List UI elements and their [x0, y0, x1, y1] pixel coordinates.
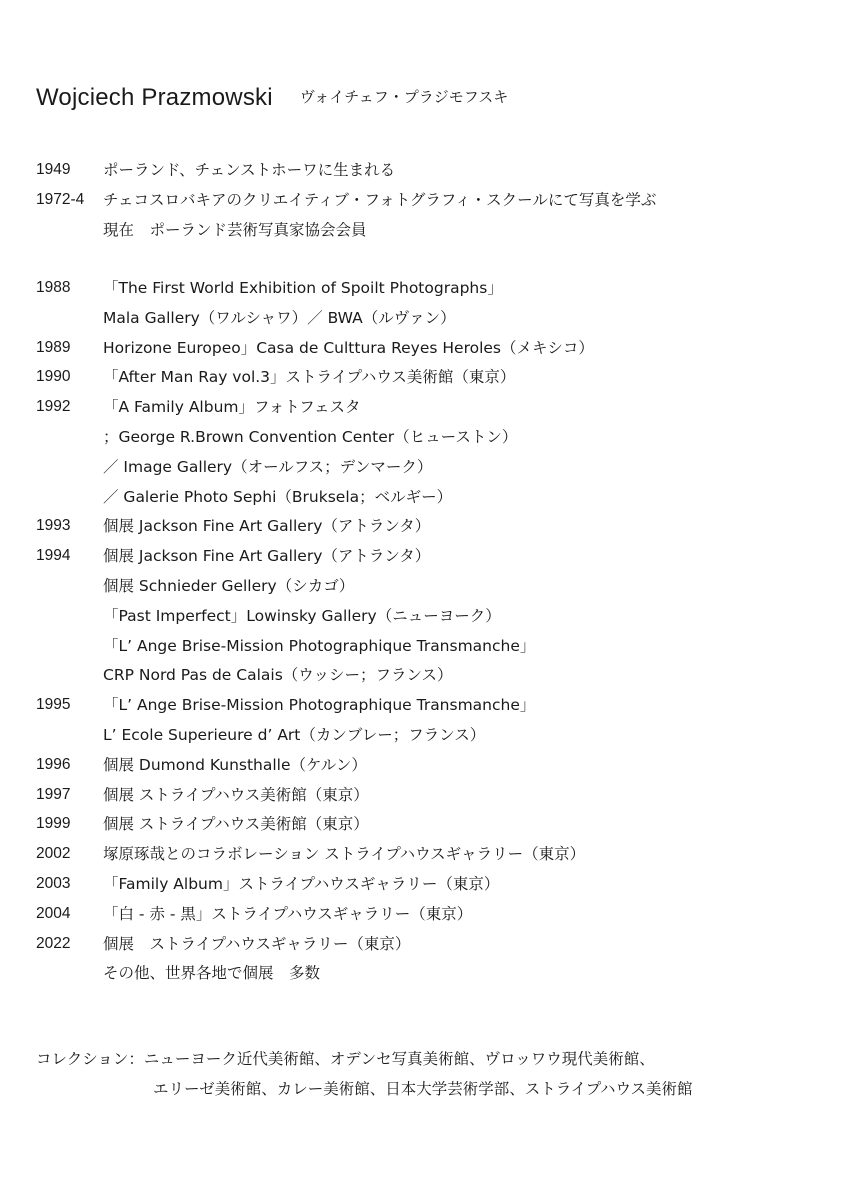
exhibition-year: 1999: [36, 815, 71, 833]
bio-row: [36, 219, 816, 249]
exhibition-row: [36, 426, 816, 456]
exhibition-text: 「Past Imperfect」Lowinsky Gallery（ニューヨーク）: [103, 606, 501, 625]
exhibition-text: 個展 Schnieder Gellery（シカゴ）: [103, 576, 355, 595]
exhibition-text: 個展 ストライプハウスギャラリー（東京）: [103, 934, 411, 953]
exhibition-year: 1992: [36, 398, 71, 416]
exhibition-year: 1996: [36, 755, 71, 773]
exhibition-row: [36, 396, 816, 426]
exhibition-row: [36, 664, 816, 694]
exhibition-row: [36, 813, 816, 843]
exhibition-text: 個展 Jackson Fine Art Gallery（アトランタ）: [103, 547, 431, 566]
exhibition-row: [36, 635, 816, 665]
exhibition-row: [36, 575, 816, 605]
exhibition-year: 1993: [36, 517, 71, 535]
collection-section: [36, 1048, 816, 1100]
exhibition-text: ／ Galerie Photo Sephi（Bruksela；ベルギー）: [103, 487, 453, 506]
bio-text: ポーランド、チェンストホーワに生まれる: [103, 161, 396, 179]
exhibition-row: [36, 545, 816, 575]
exhibition-row: [36, 605, 816, 635]
exhibition-year: 2002: [36, 845, 71, 863]
exhibition-year: 1989: [36, 338, 71, 356]
exhibition-row: [36, 843, 816, 873]
exhibition-year: 2022: [36, 934, 71, 952]
exhibition-row: [36, 515, 816, 545]
exhibition-text: 「白 - 赤 - 黒」ストライプハウスギャラリー（東京）: [103, 904, 473, 923]
exhibition-year: 1994: [36, 547, 71, 565]
exhibition-text: Mala Gallery（ワルシャワ）／ BWA（ルヴァン）: [103, 308, 456, 327]
exhibition-row: [36, 694, 816, 724]
exhibition-row: [36, 933, 816, 963]
artist-header: [36, 84, 508, 112]
exhibition-text: 塚原琢哉とのコラボレーション ストライプハウスギャラリー（東京）: [103, 845, 586, 864]
bio-text: 現在 ポーランド芸術写真家協会会員: [103, 220, 367, 239]
exhibition-row: [36, 337, 816, 367]
exhibition-text: 個展 ストライプハウス美術館（東京）: [103, 815, 369, 834]
exhibition-text: 「A Family Album」フォトフェスタ: [103, 398, 361, 417]
exhibition-text: 「The First World Exhibition of Spoilt Photographs」: [103, 279, 503, 297]
exhibition-text: 個展 Jackson Fine Art Gallery（アトランタ）: [103, 517, 431, 536]
exhibition-year: 2004: [36, 904, 71, 922]
exhibition-row: [36, 903, 816, 933]
exhibition-row: [36, 486, 816, 516]
exhibition-text: 個展 Dumond Kunsthalle（ケルン）: [103, 755, 367, 774]
exhibition-text: 「After Man Ray vol.3」ストライプハウス美術館（東京）: [103, 368, 516, 387]
exhibition-row: [36, 456, 816, 486]
exhibition-row: [36, 277, 816, 307]
exhibition-text: ／ Image Gallery（オールフス；デンマーク）: [103, 457, 433, 476]
exhibition-text: 個展 ストライプハウス美術館（東京）: [103, 785, 369, 804]
exhibitions-section: [36, 277, 816, 992]
exhibition-row: [36, 366, 816, 396]
exhibition-row: [36, 307, 816, 337]
exhibition-text: 「Family Album」ストライプハウスギャラリー（東京）: [103, 874, 500, 893]
exhibition-text: 「L’ Ange Brise-Mission Photographique Transmanche」: [103, 696, 536, 715]
exhibition-row: [36, 754, 816, 784]
exhibition-year: 2003: [36, 874, 71, 892]
bio-row: [36, 189, 816, 219]
artist-name-japanese: ヴォイチェフ・プラジモフスキ: [299, 88, 509, 106]
exhibition-text: ；George R.Brown Convention Center（ヒューストン）: [103, 427, 518, 446]
bio-text: チェコスロバキアのクリエイティブ・フォトグラフィ・スクールにて写真を学ぶ: [103, 190, 657, 209]
bio-year: 1972-4: [36, 190, 85, 208]
biography-section: [36, 159, 816, 248]
exhibition-text: 「L’ Ange Brise-Mission Photographique Transmanche」: [103, 636, 536, 655]
artist-name-english: Wojciech Prazmowski: [36, 84, 273, 111]
exhibition-text: Horizone Europeo」Casa de Culttura Reyes Heroles（メキシコ）: [103, 338, 594, 357]
exhibition-text: L’ Ecole Superieure d’ Art（カンブレー；フランス）: [103, 725, 486, 744]
exhibition-year: 1990: [36, 368, 71, 386]
exhibition-row: [36, 873, 816, 903]
collection-line-2: エリーゼ美術館、カレー美術館、日本大学芸術学部、ストライプハウス美術館: [153, 1080, 693, 1098]
exhibition-row: [36, 784, 816, 814]
bio-year: 1949: [36, 161, 71, 178]
exhibition-row: [36, 724, 816, 754]
exhibition-year: 1988: [36, 279, 71, 296]
exhibition-row: [36, 962, 816, 992]
exhibition-year: 1997: [36, 785, 71, 803]
exhibition-year: 1995: [36, 696, 71, 714]
collection-line-1: コレクション：ニューヨーク近代美術館、オデンセ写真美術館、ヴロッワウ現代美術館、: [36, 1050, 655, 1068]
exhibition-text: CRP Nord Pas de Calais（ウッシー；フランス）: [103, 666, 453, 685]
bio-row: [36, 159, 816, 189]
exhibition-text: その他、世界各地で個展 多数: [103, 964, 321, 983]
